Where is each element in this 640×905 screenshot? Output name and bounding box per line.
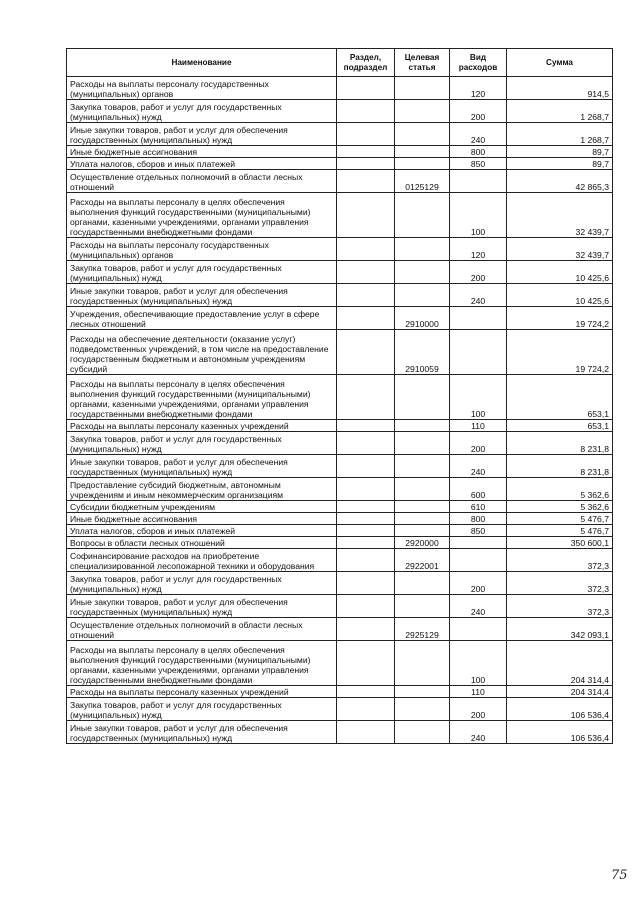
row-sum-cell: 5 476,7 [507,513,613,525]
row-target-cell [395,641,450,686]
row-section-cell [337,158,395,170]
row-section-cell [337,698,395,721]
row-name-cell: Уплата налогов, сборов и иных платежей [67,525,337,537]
row-sum-cell: 8 231,8 [507,455,613,478]
table-row [67,525,613,537]
column-header-section: Раздел, подраздел [337,49,395,77]
row-section-cell [337,618,395,641]
budget-table-sheet [66,48,613,744]
row-target-cell [395,238,450,261]
row-kind-cell [450,170,507,193]
row-kind-cell: 850 [450,525,507,537]
row-sum-cell: 8 231,8 [507,432,613,455]
row-target-cell [395,501,450,513]
row-sum-cell: 5 476,7 [507,525,613,537]
table-row [67,501,613,513]
row-target-cell [395,123,450,146]
row-name-cell: Осуществление отдельных полномочий в области лесных отношений [67,170,337,193]
row-sum-cell: 653,1 [507,420,613,432]
table-row [67,375,613,420]
row-target-cell: 2910000 [395,307,450,330]
row-target-cell [395,455,450,478]
row-sum-cell: 89,7 [507,146,613,158]
column-header-target: Целевая статья [395,49,450,77]
row-name-cell: Иные закупки товаров, работ и услуг для обеспечения государственных (муниципальных) нужд [67,284,337,307]
table-row [67,537,613,549]
row-kind-cell: 240 [450,284,507,307]
row-section-cell [337,595,395,618]
table-row [67,641,613,686]
row-name-cell: Расходы на выплаты персоналу казенных учреждений [67,686,337,698]
row-kind-cell: 110 [450,686,507,698]
row-kind-cell: 240 [450,123,507,146]
row-target-cell: 2925129 [395,618,450,641]
row-section-cell [337,170,395,193]
row-target-cell: 2922001 [395,549,450,572]
row-name-cell: Расходы на выплаты персоналу государственных (муниципальных) органов [67,77,337,100]
row-section-cell [337,330,395,375]
row-section-cell [337,261,395,284]
row-sum-cell: 19 724,2 [507,330,613,375]
table-row [67,238,613,261]
row-target-cell: 2920000 [395,537,450,549]
row-section-cell [337,77,395,100]
row-target-cell [395,721,450,744]
row-target-cell [395,478,450,501]
row-name-cell: Расходы на выплаты персоналу в целях обеспечения выполнения функций государственными (муниципальными) органами, казенными учреждениями, органами управления государственными внебюджетными фондами [67,375,337,420]
row-name-cell: Субсидии бюджетным учреждениям [67,501,337,513]
row-name-cell: Вопросы в области лесных отношений [67,537,337,549]
row-target-cell [395,698,450,721]
table-row [67,307,613,330]
row-section-cell [337,193,395,238]
row-sum-cell: 1 268,7 [507,123,613,146]
row-target-cell [395,513,450,525]
row-section-cell [337,641,395,686]
row-kind-cell [450,537,507,549]
table-row [67,455,613,478]
row-kind-cell: 120 [450,77,507,100]
row-target-cell [395,420,450,432]
row-name-cell: Закупка товаров, работ и услуг для государственных (муниципальных) нужд [67,261,337,284]
row-section-cell [337,375,395,420]
row-section-cell [337,721,395,744]
row-kind-cell [450,307,507,330]
table-body [67,77,613,744]
column-header-name: Наименование [67,49,337,77]
page-number: 75 [611,868,628,883]
row-kind-cell: 600 [450,478,507,501]
row-section-cell [337,420,395,432]
row-kind-cell: 200 [450,698,507,721]
row-section-cell [337,238,395,261]
table-row [67,193,613,238]
row-sum-cell: 342 093,1 [507,618,613,641]
row-sum-cell: 10 425,6 [507,261,613,284]
table-header-row [67,49,613,77]
row-kind-cell: 850 [450,158,507,170]
row-section-cell [337,537,395,549]
row-name-cell: Расходы на выплаты персоналу в целях обеспечения выполнения функций государственными (муниципальными) органами, казенными учреждениями, органами управления государственными внебюджетными фондами [67,193,337,238]
row-sum-cell: 32 439,7 [507,193,613,238]
row-target-cell [395,432,450,455]
row-name-cell: Иные закупки товаров, работ и услуг для обеспечения государственных (муниципальных) нужд [67,455,337,478]
table-row [67,261,613,284]
table-row [67,549,613,572]
row-sum-cell: 372,3 [507,549,613,572]
row-section-cell [337,100,395,123]
table-row [67,420,613,432]
row-name-cell: Расходы на обеспечение деятельности (оказание услуг) подведомственных учреждений, в том числе на предоставление государственным бюджетным и автономным учреждениям субсидий [67,330,337,375]
row-name-cell: Осуществление отдельных полномочий в области лесных отношений [67,618,337,641]
table-row [67,572,613,595]
row-section-cell [337,549,395,572]
row-target-cell [395,525,450,537]
row-sum-cell: 372,3 [507,572,613,595]
row-section-cell [337,686,395,698]
row-sum-cell: 106 536,4 [507,721,613,744]
table-row [67,284,613,307]
table-row [67,123,613,146]
row-kind-cell: 200 [450,261,507,284]
row-section-cell [337,525,395,537]
row-name-cell: Закупка товаров, работ и услуг для государственных (муниципальных) нужд [67,572,337,595]
table-row [67,432,613,455]
row-target-cell [395,193,450,238]
row-section-cell [337,284,395,307]
row-kind-cell: 110 [450,420,507,432]
row-name-cell: Расходы на выплаты персоналу казенных учреждений [67,420,337,432]
row-target-cell [395,572,450,595]
row-sum-cell: 1 268,7 [507,100,613,123]
table-row [67,721,613,744]
row-name-cell: Уплата налогов, сборов и иных платежей [67,158,337,170]
row-name-cell: Закупка товаров, работ и услуг для государственных (муниципальных) нужд [67,100,337,123]
row-name-cell: Иные закупки товаров, работ и услуг для обеспечения государственных (муниципальных) нужд [67,123,337,146]
row-target-cell [395,158,450,170]
row-target-cell: 2910059 [395,330,450,375]
row-section-cell [337,432,395,455]
row-sum-cell: 653,1 [507,375,613,420]
table-row [67,77,613,100]
row-target-cell [395,77,450,100]
column-header-kind: Вид расходов [450,49,507,77]
row-sum-cell: 914,5 [507,77,613,100]
table-row [67,170,613,193]
row-sum-cell: 32 439,7 [507,238,613,261]
row-section-cell [337,307,395,330]
row-section-cell [337,501,395,513]
table-row [67,146,613,158]
row-sum-cell: 204 314,4 [507,686,613,698]
row-name-cell: Иные бюджетные ассигнования [67,513,337,525]
row-sum-cell: 204 314,4 [507,641,613,686]
row-kind-cell: 200 [450,432,507,455]
row-target-cell [395,261,450,284]
row-kind-cell: 800 [450,146,507,158]
row-target-cell [395,100,450,123]
row-kind-cell: 240 [450,721,507,744]
row-sum-cell: 89,7 [507,158,613,170]
row-sum-cell: 10 425,6 [507,284,613,307]
row-kind-cell: 100 [450,375,507,420]
row-name-cell: Софинансирование расходов на приобретение специализированной лесопожарной техники и оборудования [67,549,337,572]
row-kind-cell: 200 [450,572,507,595]
table-row [67,618,613,641]
row-name-cell: Предоставление субсидий бюджетным, автономным учреждениям и иным некоммерческим организациям [67,478,337,501]
row-section-cell [337,455,395,478]
row-sum-cell: 106 536,4 [507,698,613,721]
row-section-cell [337,478,395,501]
row-kind-cell: 100 [450,641,507,686]
row-kind-cell: 610 [450,501,507,513]
row-target-cell [395,686,450,698]
row-sum-cell: 372,3 [507,595,613,618]
table-row [67,698,613,721]
row-target-cell: 0125129 [395,170,450,193]
table-row [67,478,613,501]
row-sum-cell: 5 362,6 [507,501,613,513]
row-name-cell: Закупка товаров, работ и услуг для государственных (муниципальных) нужд [67,432,337,455]
row-section-cell [337,123,395,146]
table-row [67,686,613,698]
row-kind-cell: 240 [450,455,507,478]
row-section-cell [337,146,395,158]
table-row [67,330,613,375]
table-row [67,513,613,525]
row-kind-cell [450,330,507,375]
row-sum-cell: 5 362,6 [507,478,613,501]
row-target-cell [395,284,450,307]
row-sum-cell: 19 724,2 [507,307,613,330]
row-sum-cell: 42 865,3 [507,170,613,193]
table-row [67,595,613,618]
row-section-cell [337,572,395,595]
row-kind-cell: 100 [450,193,507,238]
row-name-cell: Иные закупки товаров, работ и услуг для обеспечения государственных (муниципальных) нужд [67,721,337,744]
row-name-cell: Расходы на выплаты персоналу государственных (муниципальных) органов [67,238,337,261]
row-kind-cell: 800 [450,513,507,525]
row-kind-cell: 200 [450,100,507,123]
row-kind-cell [450,549,507,572]
row-name-cell: Иные бюджетные ассигнования [67,146,337,158]
row-name-cell: Расходы на выплаты персоналу в целях обеспечения выполнения функций государственными (муниципальными) органами, казенными учреждениями, органами управления государственными внебюджетными фондами [67,641,337,686]
row-target-cell [395,595,450,618]
row-kind-cell: 120 [450,238,507,261]
column-header-sum: Сумма [507,49,613,77]
row-sum-cell: 350 600,1 [507,537,613,549]
row-target-cell [395,146,450,158]
table-row [67,100,613,123]
row-section-cell [337,513,395,525]
row-name-cell: Иные закупки товаров, работ и услуг для обеспечения государственных (муниципальных) нужд [67,595,337,618]
row-target-cell [395,375,450,420]
row-kind-cell: 240 [450,595,507,618]
row-name-cell: Закупка товаров, работ и услуг для государственных (муниципальных) нужд [67,698,337,721]
row-name-cell: Учреждения, обеспечивающие предоставление услуг в сфере лесных отношений [67,307,337,330]
table-row [67,158,613,170]
budget-table [66,48,613,744]
row-kind-cell [450,618,507,641]
